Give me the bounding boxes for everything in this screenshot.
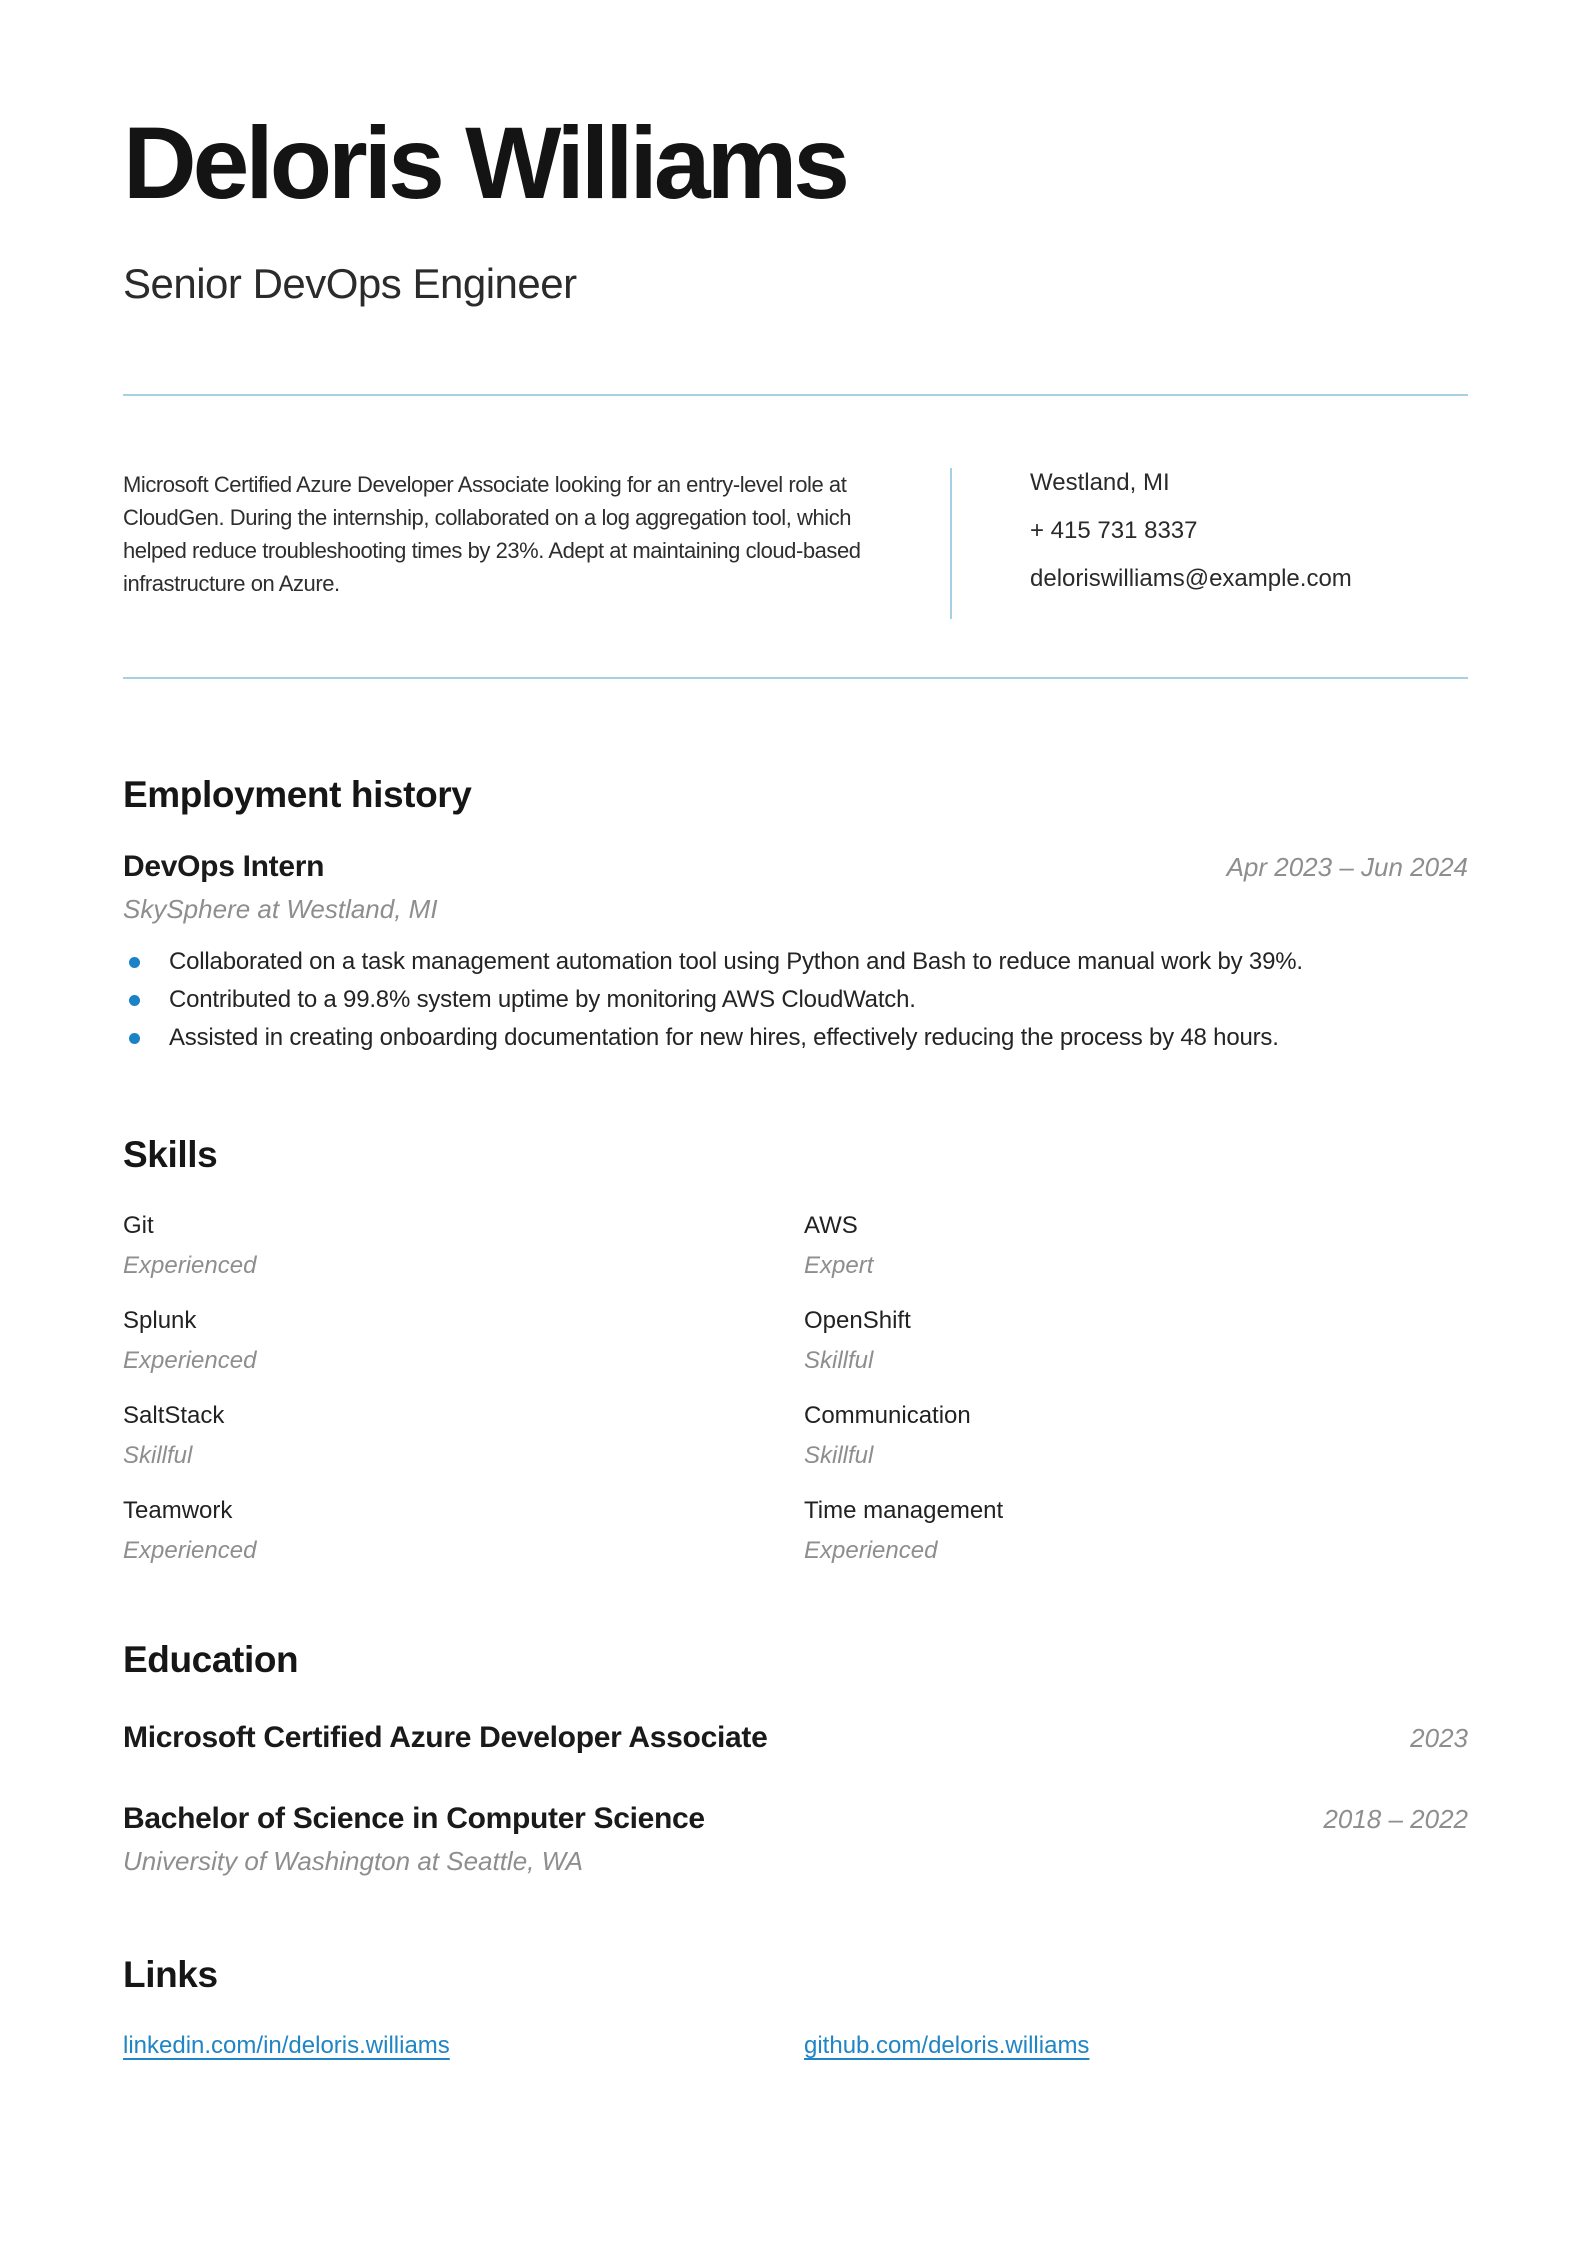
skill-name: Time management (804, 1497, 1004, 1525)
job-bullet: Assisted in creating onboarding documentation for new hires, effectively reducing the process by 48 hours. (123, 1019, 1468, 1057)
skill-level: Skillful (804, 1442, 874, 1470)
person-name: Deloris Williams (123, 106, 847, 220)
education-dates: 2018 – 2022 (1323, 1804, 1468, 1835)
job-bullet: Contributed to a 99.8% system uptime by monitoring AWS CloudWatch. (123, 981, 1468, 1019)
skill-name: Communication (804, 1402, 971, 1430)
skill-name: SaltStack (123, 1402, 225, 1430)
links-heading: Links (123, 1954, 218, 1996)
job-bullet-list (123, 943, 1468, 1057)
skill-level: Expert (804, 1252, 874, 1280)
skill-name: Splunk (123, 1307, 197, 1335)
skill-item (804, 1496, 1468, 1566)
skills-section (123, 1133, 1468, 1566)
education-title: Microsoft Certified Azure Developer Associate (123, 1721, 768, 1755)
skill-item (804, 1401, 1468, 1471)
summary-column (123, 468, 950, 619)
employment-heading: Employment history (123, 774, 472, 816)
education-header-row (123, 1799, 1468, 1838)
job-title: DevOps Intern (123, 850, 325, 884)
skill-name: Teamwork (123, 1497, 233, 1525)
education-school: University of Washington at Seattle, WA (123, 1846, 584, 1877)
education-entry (123, 1799, 1468, 1877)
education-heading: Education (123, 1639, 299, 1681)
skill-level: Skillful (804, 1347, 874, 1375)
education-dates: 2023 (1410, 1723, 1468, 1754)
skill-level: Skillful (123, 1442, 193, 1470)
skill-name: AWS (804, 1212, 858, 1240)
links-row (123, 2031, 1468, 2061)
skills-heading: Skills (123, 1134, 218, 1176)
job-entry (123, 847, 1468, 1057)
job-company: SkySphere at Westland, MI (123, 894, 438, 925)
contact-location: Westland, MI (1030, 469, 1170, 497)
education-header-row (123, 1718, 1468, 1757)
skill-name: OpenShift (804, 1307, 911, 1335)
skill-level: Experienced (123, 1537, 257, 1565)
summary-text: Microsoft Certified Azure Developer Associate looking for an entry-level role at CloudGen. During the internship, collaborated on a log aggregation tool, which helped reduce troubleshooting times by 23%. Adept at maintaining cloud-based infrastructure on Azure. (123, 472, 861, 597)
skill-name: Git (123, 1212, 154, 1240)
education-section (123, 1638, 1468, 1877)
skill-level: Experienced (123, 1347, 257, 1375)
skill-item (123, 1211, 804, 1281)
skill-item (123, 1496, 804, 1566)
employment-section (123, 773, 1468, 1057)
person-job-title: Senior DevOps Engineer (123, 260, 577, 308)
linkedin-link[interactable]: linkedin.com/in/deloris.williams (123, 2032, 450, 2060)
skill-item (804, 1211, 1468, 1281)
job-header-row (123, 847, 1468, 886)
job-bullet: Collaborated on a task management automation tool using Python and Bash to reduce manual work by 39%. (123, 943, 1468, 981)
skill-item (123, 1401, 804, 1471)
contact-column (950, 468, 1468, 619)
contact-phone: + 415 731 8337 (1030, 517, 1198, 545)
profile-section (123, 394, 1468, 679)
job-dates: Apr 2023 – Jun 2024 (1226, 852, 1468, 883)
skill-level: Experienced (804, 1537, 938, 1565)
contact-email: deloriswilliams@example.com (1030, 565, 1352, 593)
skills-grid (123, 1211, 1468, 1566)
links-section (123, 1953, 1468, 2061)
skill-item (123, 1306, 804, 1376)
education-entry (123, 1718, 1468, 1757)
education-title: Bachelor of Science in Computer Science (123, 1802, 705, 1836)
skill-level: Experienced (123, 1252, 257, 1280)
github-link[interactable]: github.com/deloris.williams (804, 2032, 1090, 2060)
skill-item (804, 1306, 1468, 1376)
